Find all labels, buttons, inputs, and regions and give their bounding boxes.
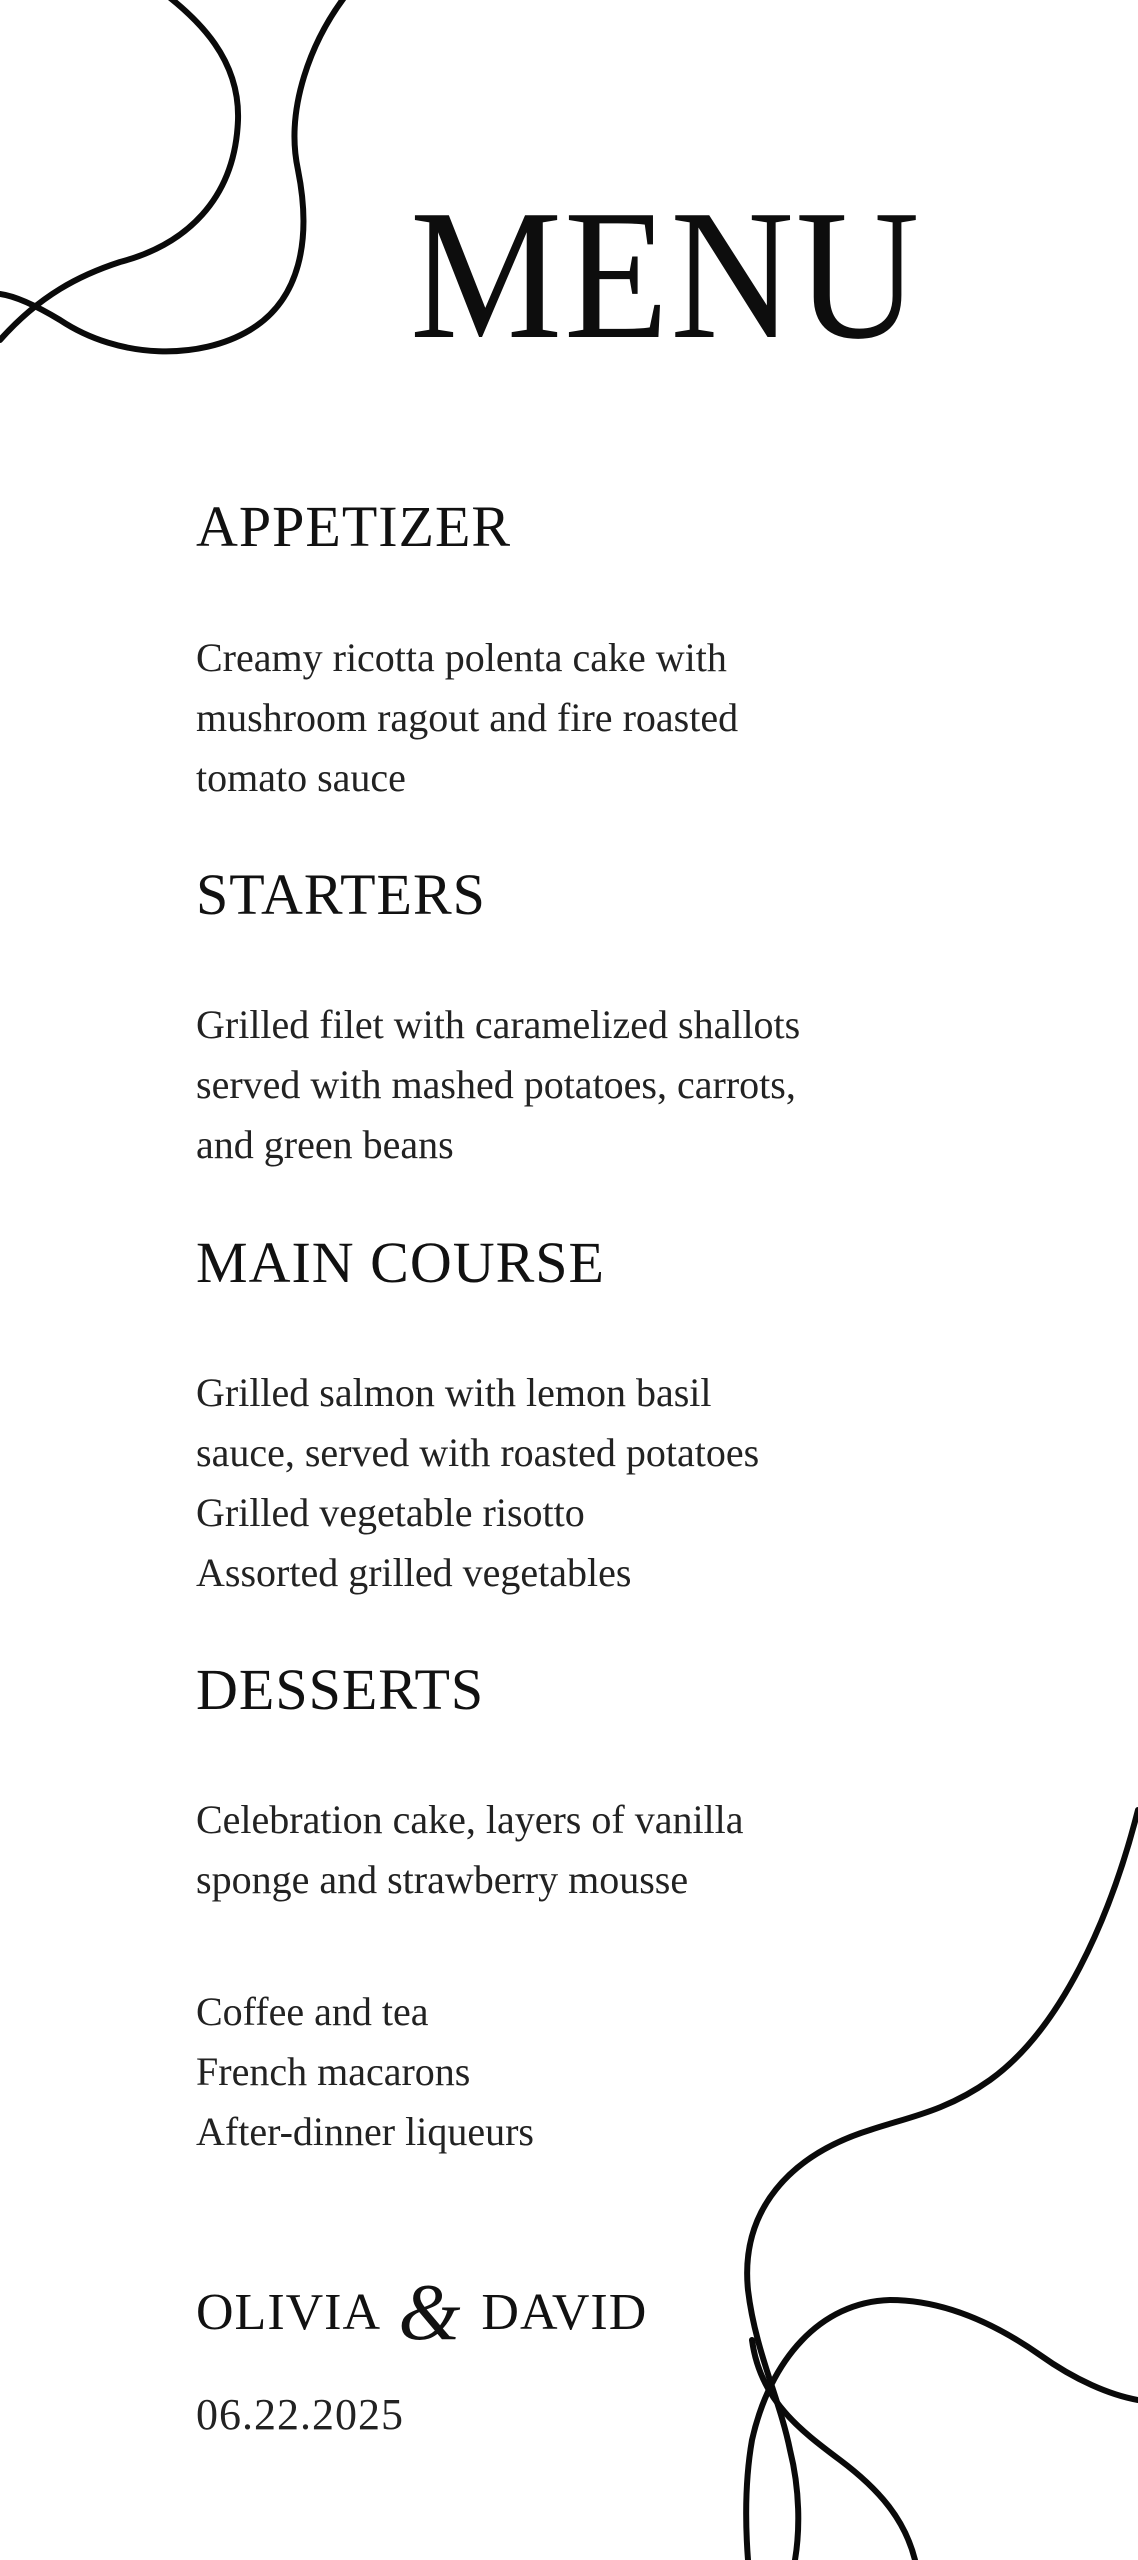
menu-line: French macarons <box>196 2049 471 2094</box>
couple-name-2: DAVID <box>481 2284 648 2341</box>
section-text-starters <box>196 995 800 1175</box>
menu-line: mushroom ragout and fire roasted <box>196 695 739 740</box>
menu-line: sauce, served with roasted potatoes <box>196 1430 760 1475</box>
bottom-right-swirl-3 <box>752 2340 915 2560</box>
section-text-appetizer <box>196 628 738 808</box>
top-left-swirl <box>0 0 238 340</box>
menu-line: Grilled salmon with lemon basil <box>196 1370 712 1415</box>
section-heading-main-course: MAIN COURSE <box>196 1230 605 1295</box>
menu-line: Coffee and tea <box>196 1989 429 2034</box>
menu-line: tomato sauce <box>196 755 406 800</box>
menu-line: and green beans <box>196 1122 454 1167</box>
menu-line: Assorted grilled vegetables <box>196 1550 632 1595</box>
menu-line: Celebration cake, layers of vanilla <box>196 1797 744 1842</box>
section-heading-appetizer: APPETIZER <box>196 494 512 559</box>
section-text-main-course <box>196 1363 759 1603</box>
bottom-right-swirl-2 <box>746 2300 1138 2560</box>
menu-line: After-dinner liqueurs <box>196 2109 534 2154</box>
section-text-desserts-extras <box>196 1982 534 2162</box>
menu-line: Creamy ricotta polenta cake with <box>196 635 727 680</box>
bottom-right-swirl <box>747 1810 1138 2560</box>
menu-line: sponge and strawberry mousse <box>196 1857 689 1902</box>
ampersand: & <box>398 2269 462 2357</box>
top-left-swirl-2 <box>0 0 350 351</box>
section-heading-starters: STARTERS <box>196 862 486 927</box>
event-date: 06.22.2025 <box>196 2390 404 2439</box>
couple-name-1: OLIVIA <box>196 2284 379 2341</box>
couple-names <box>196 2269 648 2357</box>
section-text-desserts <box>196 1790 744 1910</box>
menu-line: served with mashed potatoes, carrots, <box>196 1062 796 1107</box>
menu-line: Grilled filet with caramelized shallots <box>196 1002 801 1047</box>
menu-line: Grilled vegetable risotto <box>196 1490 585 1535</box>
section-heading-desserts: DESSERTS <box>196 1657 485 1722</box>
menu-title: MENU <box>410 172 922 378</box>
